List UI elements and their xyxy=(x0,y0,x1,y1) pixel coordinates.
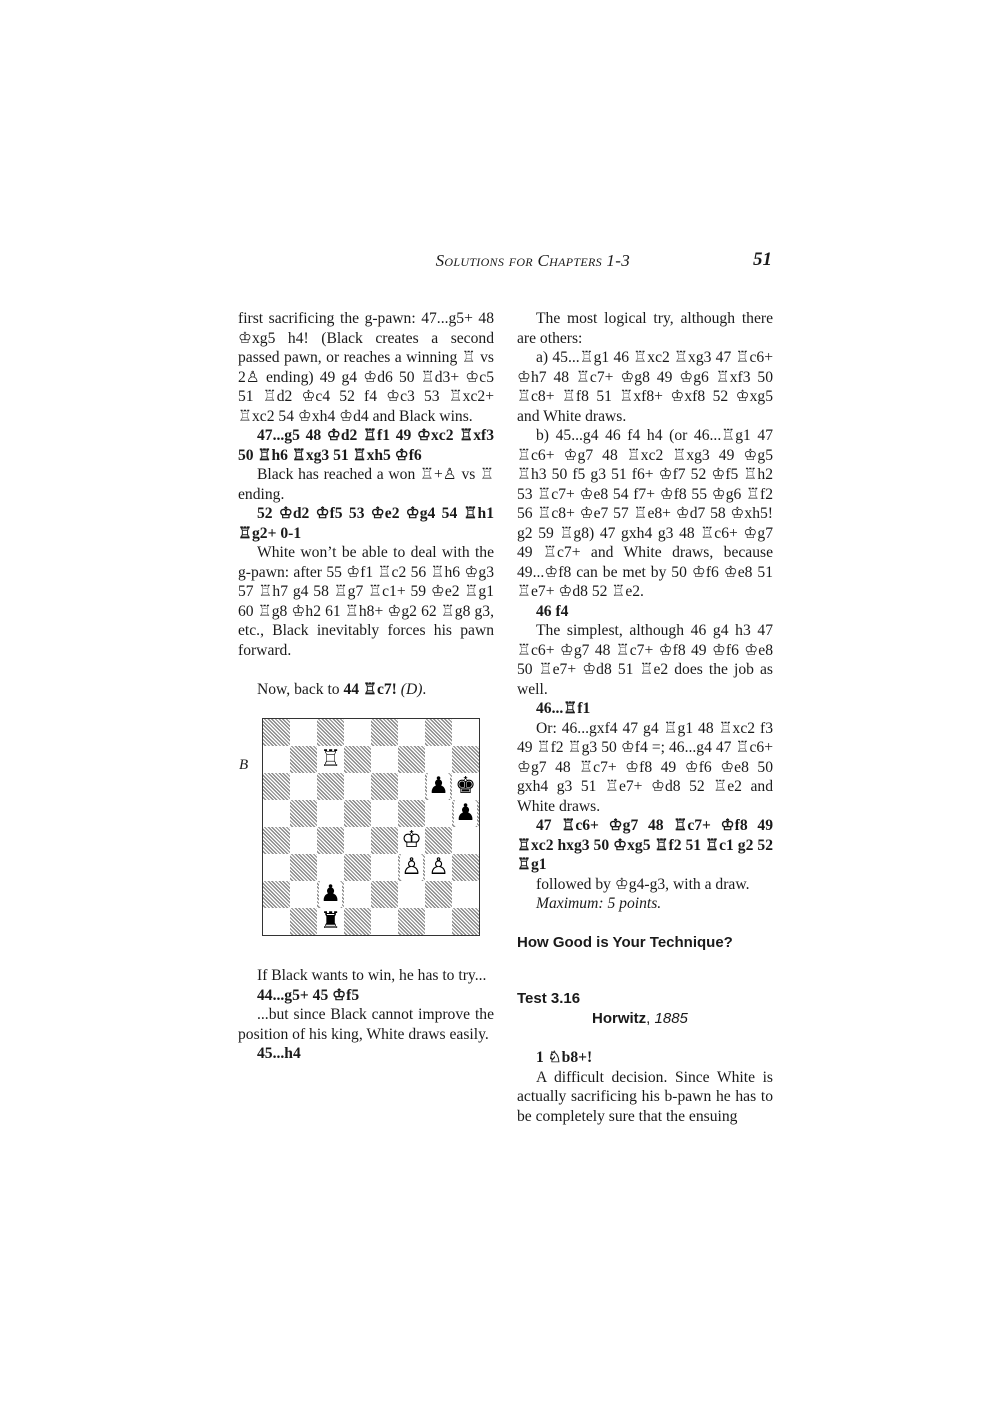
main-line-moves: 47...g5 48 ♔d2 ♖f1 49 ♔xc2 ♖xf3 50 ♖h6 ♖xg3 51 ♖xh5 ♔f6 xyxy=(238,427,494,464)
square-a4 xyxy=(263,827,290,854)
square-f1 xyxy=(398,908,425,935)
square-g8 xyxy=(425,719,452,746)
square-h5 xyxy=(452,800,479,827)
test-separator: , xyxy=(646,1009,655,1027)
page-number: 51 xyxy=(753,249,772,270)
square-h2 xyxy=(452,881,479,908)
square-g1 xyxy=(425,908,452,935)
square-f7 xyxy=(398,746,425,773)
square-h3 xyxy=(452,854,479,881)
square-c3 xyxy=(317,854,344,881)
main-line-moves: 46...♖f1 xyxy=(536,700,591,717)
paragraph: followed by ♔g4-g3, with a draw. xyxy=(536,875,750,893)
square-e1 xyxy=(371,908,398,935)
score-note: Maximum: 5 points. xyxy=(536,895,662,912)
square-g6 xyxy=(425,773,452,800)
square-g2 xyxy=(425,881,452,908)
square-b3 xyxy=(290,854,317,881)
section-heading: How Good is Your Technique? xyxy=(517,933,733,951)
diagram-caption xyxy=(238,680,494,700)
square-e2 xyxy=(371,881,398,908)
running-header: Solutions for Chapters 1-3 xyxy=(435,251,630,270)
square-d8 xyxy=(344,719,371,746)
right-column xyxy=(517,309,773,1126)
square-g3 xyxy=(425,854,452,881)
square-e7 xyxy=(371,746,398,773)
paragraph: first sacrificing the g-pawn: 47...g5+ 48 ♔xg5 h4! (Black creates a second passed pawn, or reaches a winning ♖ vs 2♙ ending) 49 g4 ♔d6 50 ♖d3+ ♔c5 51 ♖d2 ♔c4 52 f4 ♔c3 53 ♖xc2+ ♖xc2 54 ♔xh4 ♔d4 and Black wins. xyxy=(238,310,494,425)
square-h4 xyxy=(452,827,479,854)
test-label: Test 3.16 xyxy=(517,990,581,1007)
spacer xyxy=(517,971,773,989)
square-e8 xyxy=(371,719,398,746)
black-pawn-icon: ♟ xyxy=(455,800,476,826)
square-e3 xyxy=(371,854,398,881)
square-c6 xyxy=(317,773,344,800)
square-d4 xyxy=(344,827,371,854)
main-line-moves: 45...h4 xyxy=(257,1045,301,1062)
square-g4 xyxy=(425,827,452,854)
square-g7 xyxy=(425,746,452,773)
main-line-moves: 47 ♖c6+ ♔g7 48 ♖c7+ ♔f8 49 ♖xc2 hxg3 50 ♔xg5 ♖f2 51 ♖c1 g2 52 ♖g1 xyxy=(517,817,773,873)
paragraph: White won’t be able to deal with the g-pawn: after 55 ♔f1 ♖c2 56 ♖h6 ♔g3 57 ♖h7 g4 58 ♖g7 ♖c1+ 59 ♔e2 ♖g1 60 ♖g8 ♔h2 61 ♖h8+ ♔g2 62 ♖g8 g3, etc., Black inevitably forces his pawn forward. xyxy=(238,544,494,659)
square-f5 xyxy=(398,800,425,827)
square-a8 xyxy=(263,719,290,746)
variation-b: b) 45...g4 46 f4 h4 (or 46...♖g1 47 ♖c6+ ♔g7 48 ♖xc2 ♖xg3 49 ♔g5 ♖h3 50 f5 g3 51 f6+ ♔f7 52 ♔f5 ♖h2 53 ♖c7+ ♔e8 54 f7+ ♔f8 55 ♔g6 ♖f2 56 ♖c8+ ♔e7 57 ♖e8+ ♔d7 58 ♔xh5! g2 59 ♖g8) 47 gxh4 g3 48 ♖c6+ ♔g7 49 ♖c7+ and White draws, because 49...♔f8 can be met by 50 ♔f6 ♔e8 51 ♖e7+ ♔d8 52 ♖e2. xyxy=(517,427,773,600)
white-king-icon: ♔ xyxy=(401,827,422,853)
square-f4 xyxy=(398,827,425,854)
square-b6 xyxy=(290,773,317,800)
black-pawn-icon: ♟ xyxy=(428,773,449,799)
square-e5 xyxy=(371,800,398,827)
paragraph: Black has reached a won ♖+♙ vs ♖ ending. xyxy=(238,466,494,503)
square-f6 xyxy=(398,773,425,800)
white-pawn-icon: ♙ xyxy=(428,854,449,880)
square-b1 xyxy=(290,908,317,935)
side-to-move-label: B xyxy=(239,757,249,773)
square-b5 xyxy=(290,800,317,827)
caption-period: . xyxy=(422,681,427,698)
square-d1 xyxy=(344,908,371,935)
paragraph: If Black wants to win, he has to try... xyxy=(257,967,487,984)
square-g5 xyxy=(425,800,452,827)
square-f2 xyxy=(398,881,425,908)
spacer xyxy=(517,914,773,933)
square-a2 xyxy=(263,881,290,908)
square-b8 xyxy=(290,719,317,746)
left-column-continued xyxy=(238,966,494,1064)
square-f8 xyxy=(398,719,425,746)
square-h6 xyxy=(452,773,479,800)
paragraph: Or: 46...gxf4 47 g4 ♖g1 48 ♖xc2 f3 49 ♖f2 ♖g3 50 ♔f4 =; 46...g4 47 ♖c6+ ♔g7 48 ♖c7+ ♔f8 49 ♔f6 ♔e8 50 gxh4 g3 51 ♖e7+ ♔d8 52 ♖e2 and White draws. xyxy=(517,719,773,815)
square-e4 xyxy=(371,827,398,854)
test-year: 1885 xyxy=(654,1009,688,1027)
chess-diagram xyxy=(262,718,480,936)
caption-diagram-marker: (D) xyxy=(400,681,423,698)
square-c5 xyxy=(317,800,344,827)
main-line-moves: 52 ♔d2 ♔f5 53 ♔e2 ♔g4 54 ♖h1 ♖g2+ 0-1 xyxy=(238,505,494,542)
black-rook-icon: ♜ xyxy=(320,908,341,934)
square-a7 xyxy=(263,746,290,773)
square-c1 xyxy=(317,908,344,935)
test-source xyxy=(517,1009,773,1029)
square-c7 xyxy=(317,746,344,773)
square-b2 xyxy=(290,881,317,908)
spacer xyxy=(238,660,494,680)
spacer xyxy=(517,1028,773,1048)
square-a1 xyxy=(263,908,290,935)
variation-a: a) 45...♖g1 46 ♖xc2 ♖xg3 47 ♖c6+ ♔h7 48 ♖c7+ ♔g8 49 ♔g6 ♖xf3 50 ♖c8+ ♖f8 51 ♖xf8+ ♔xf8 52 ♔xg5 and White draws. xyxy=(517,349,773,425)
square-d7 xyxy=(344,746,371,773)
black-king-icon: ♚ xyxy=(455,773,476,799)
caption-text: Now, back to xyxy=(257,681,344,698)
square-h8 xyxy=(452,719,479,746)
left-column xyxy=(238,309,494,700)
main-line-moves: 44...g5+ 45 ♔f5 xyxy=(257,986,360,1004)
white-rook-icon: ♖ xyxy=(320,746,341,772)
square-a5 xyxy=(263,800,290,827)
square-b7 xyxy=(290,746,317,773)
main-line-moves: 46 f4 xyxy=(536,602,569,620)
square-b4 xyxy=(290,827,317,854)
square-e6 xyxy=(371,773,398,800)
square-c4 xyxy=(317,827,344,854)
square-d2 xyxy=(344,881,371,908)
paragraph: A difficult decision. Since White is actually sacrificing his b-pawn he has to be completely sure that the ensuing xyxy=(517,1068,773,1125)
black-pawn-icon: ♟ xyxy=(320,881,341,907)
square-d3 xyxy=(344,854,371,881)
paragraph: The most logical try, although there are others: xyxy=(517,310,773,347)
square-h1 xyxy=(452,908,479,935)
caption-move: 44 ♖c7! xyxy=(343,681,397,698)
spacer xyxy=(517,952,773,971)
main-line-moves: 1 ♘b8+! xyxy=(536,1049,593,1066)
square-a3 xyxy=(263,854,290,881)
test-author: Horwitz xyxy=(592,1009,647,1027)
square-d5 xyxy=(344,800,371,827)
paragraph: The simplest, although 46 g4 h3 47 ♖c6+ ♔g7 48 ♖c7+ ♔f8 49 ♔f6 ♔e8 50 ♖e7+ ♔d8 51 ♖e2 does the job as well. xyxy=(517,622,773,698)
square-h7 xyxy=(452,746,479,773)
paragraph: ...but since Black cannot improve the position of his king, White draws easily. xyxy=(238,1006,494,1043)
square-f3 xyxy=(398,854,425,881)
white-pawn-icon: ♙ xyxy=(401,854,422,880)
square-c2 xyxy=(317,881,344,908)
square-c8 xyxy=(317,719,344,746)
square-d6 xyxy=(344,773,371,800)
square-a6 xyxy=(263,773,290,800)
